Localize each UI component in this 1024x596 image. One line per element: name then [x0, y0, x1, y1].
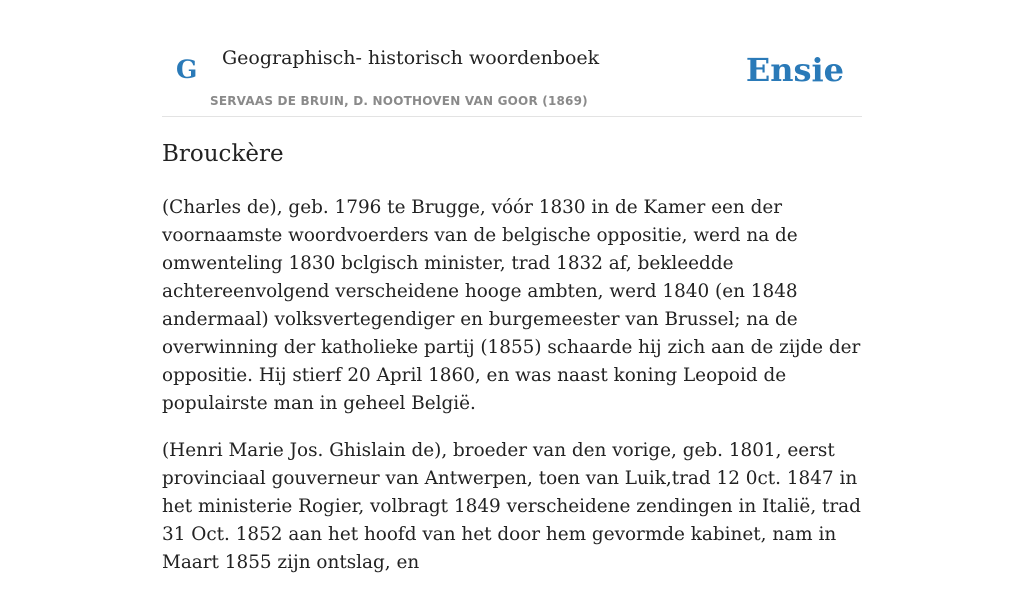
site-logo[interactable]: Ensie — [745, 51, 844, 89]
book-title-link[interactable]: Geographisch- historisch woordenboek — [222, 47, 600, 69]
book-author: SERVAAS DE BRUIN, D. NOOTHOVEN VAN GOOR (1869) — [210, 94, 588, 108]
entry-content — [162, 138, 862, 596]
book-letter-icon: G — [176, 55, 198, 84]
entry-paragraph: (Charles de), geb. 1796 te Brugge, vóór 1830 in de Kamer een der voornaamste woordvoerders van de belgische oppositie, werd na de omwenteling 1830 bclgisch minister, trad 1832 af, bekleedde achtereenvolgend verscheidene hooge ambten, werd 1840 (en 1848 andermaal) volksvertegendiger en burgemeester van Brussel; na de overwinning der katholieke partij (1855) schaarde hij zich aan de zijde der oppositie. Hij stierf 20 April 1860, en was naast koning Leopoid de populairste man in geheel België. — [162, 197, 861, 414]
book-header — [162, 0, 862, 117]
entry-paragraph: (Henri Marie Jos. Ghislain de), broeder van den vorige, geb. 1801, eerst provinciaal gouverneur van Antwerpen, toen van Luik,trad 12 0ct. 1847 in het ministerie Rogier, volbragt 1849 verscheidene zendingen in Italië, trad 31 Oct. 1852 aan het hoofd van het door hem gevormde kabinet, nam in Maart 1855 zijn ontslag, en — [162, 440, 861, 573]
entry-title: Brouckère — [162, 141, 284, 167]
